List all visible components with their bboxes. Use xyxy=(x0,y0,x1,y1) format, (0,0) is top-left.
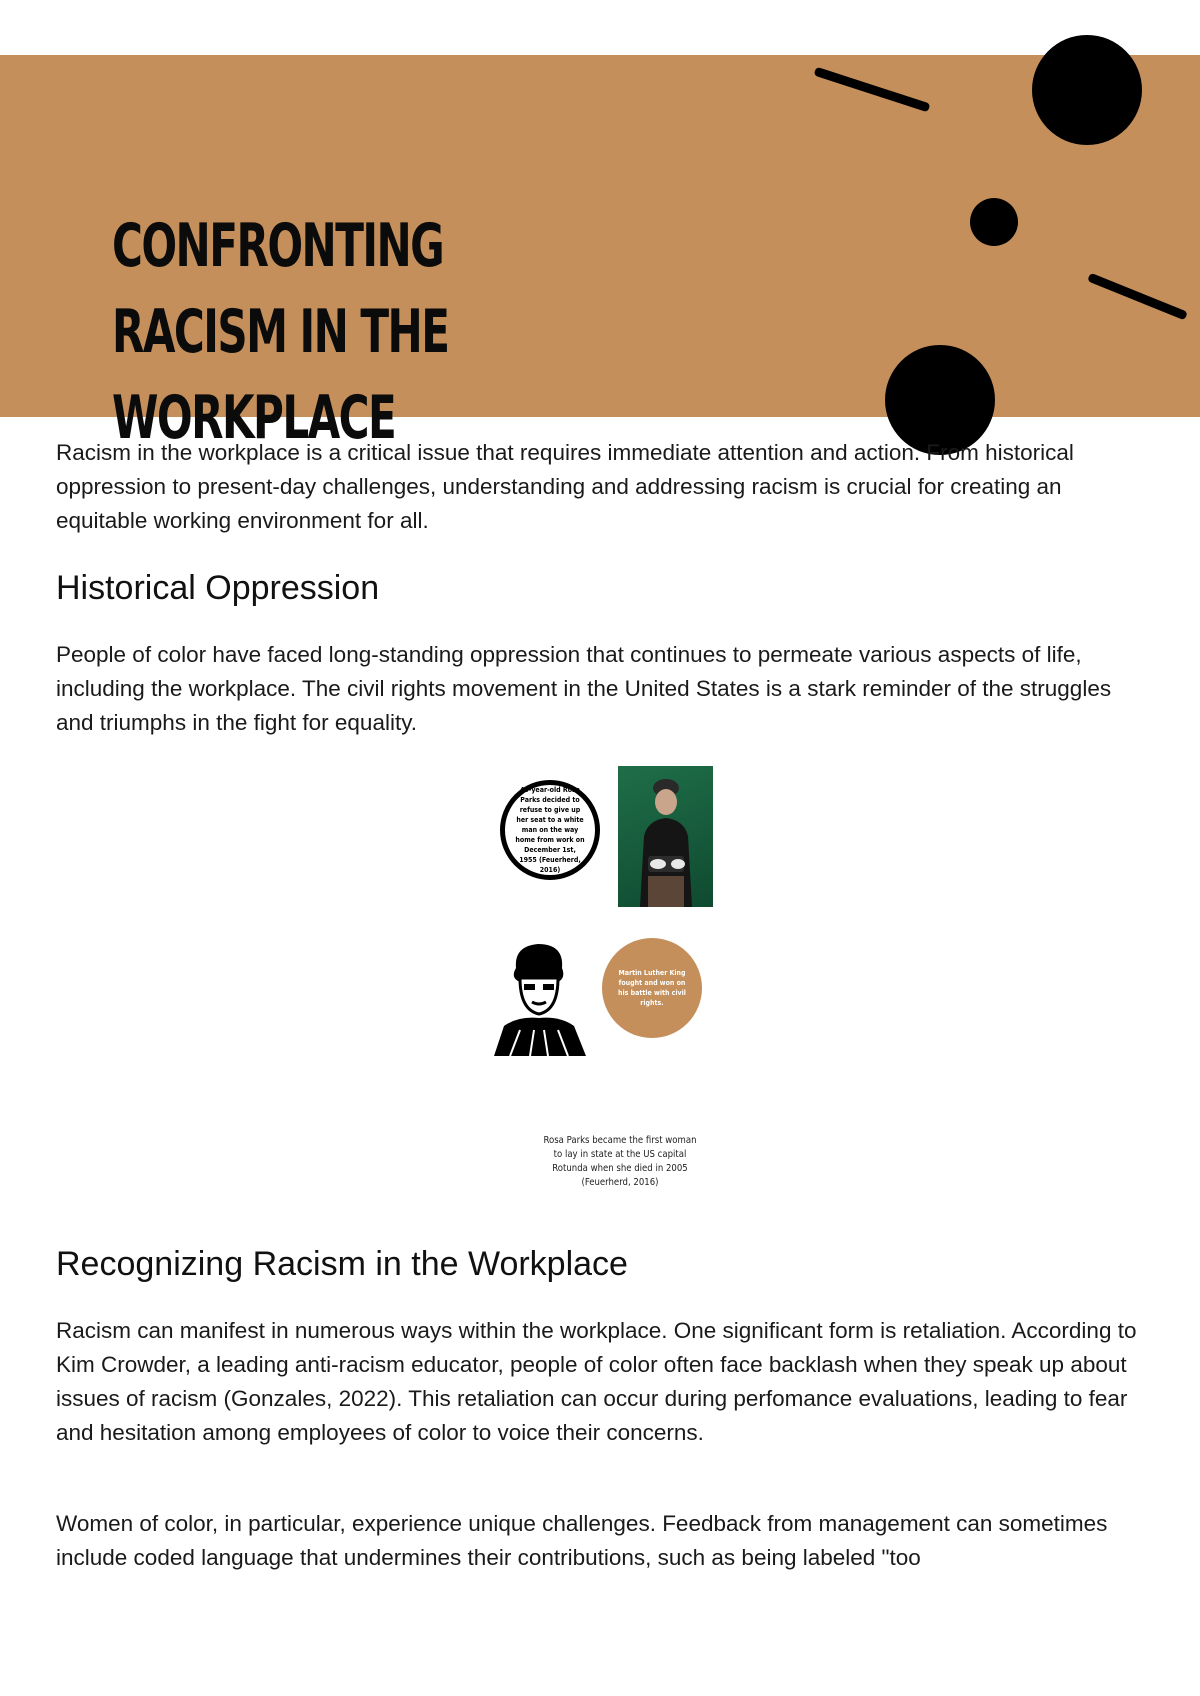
rosa-parks-quote-bubble xyxy=(500,780,600,880)
header-banner xyxy=(0,55,1200,453)
mlk-quote-text: Martin Luther King fought and won on his battle with civil rights. xyxy=(618,969,686,1007)
mlk-line-portrait-icon xyxy=(486,938,592,1056)
decorative-circle-small xyxy=(970,198,1018,246)
image-collage xyxy=(480,760,720,1060)
historical-paragraph: People of color have faced long-standing oppression that continues to permeate various aspects of life, including the workplace. The civil rights movement in the United States is a stark reminder of the struggles and triumphs in the fight for equality. xyxy=(56,642,1112,735)
intro-paragraph: Racism in the workplace is a critical issue that requires immediate attention and action. From historical oppression to present-day challenges, understanding and addressing racism is crucial for creating an equitable working environment for all. xyxy=(56,440,1074,533)
decorative-line-top xyxy=(814,67,931,113)
mlk-illustration xyxy=(486,938,592,1056)
page-title: CONFRONTING RACISM IN THE WORKPLACE xyxy=(112,211,449,453)
decorative-circle-large xyxy=(1032,35,1142,145)
heading-recognizing-racism: Recognizing Racism in the Workplace xyxy=(56,1245,628,1283)
recognizing-paragraph-2: Women of color, in particular, experience unique challenges. Feedback from management can sometimes include coded language that undermines their contributions, such as being labeled "too xyxy=(56,1511,1108,1570)
rosa-parks-portrait-icon xyxy=(618,766,713,907)
heading-historical-oppression: Historical Oppression xyxy=(56,569,380,607)
rosa-parks-photo xyxy=(618,766,713,907)
rosa-parks-quote-text: 43-year-old Rosa Parks decided to refuse to give up her seat to a white man on the way home from work on December 1st, 1955 (Feuerherd, 2016) xyxy=(515,786,585,874)
recognizing-paragraph-1: Racism can manifest in numerous ways within the workplace. One significant form is retaliation. According to Kim Crowder, a leading anti-racism educator, people of color often face backlash when they speak up about issues of racism (Gonzales, 2022). This retaliation can occur during perfomance evaluations, leading to fear and hesitation among employees of color to voice their concerns. xyxy=(56,1318,1137,1445)
rosa-parks-caption: Rosa Parks became the first woman to lay in state at the US capital Rotunda when she died in 2005 (Feuerherd, 2016) xyxy=(543,1135,697,1188)
mlk-quote-bubble xyxy=(602,938,702,1038)
decorative-line-right xyxy=(1087,273,1188,321)
